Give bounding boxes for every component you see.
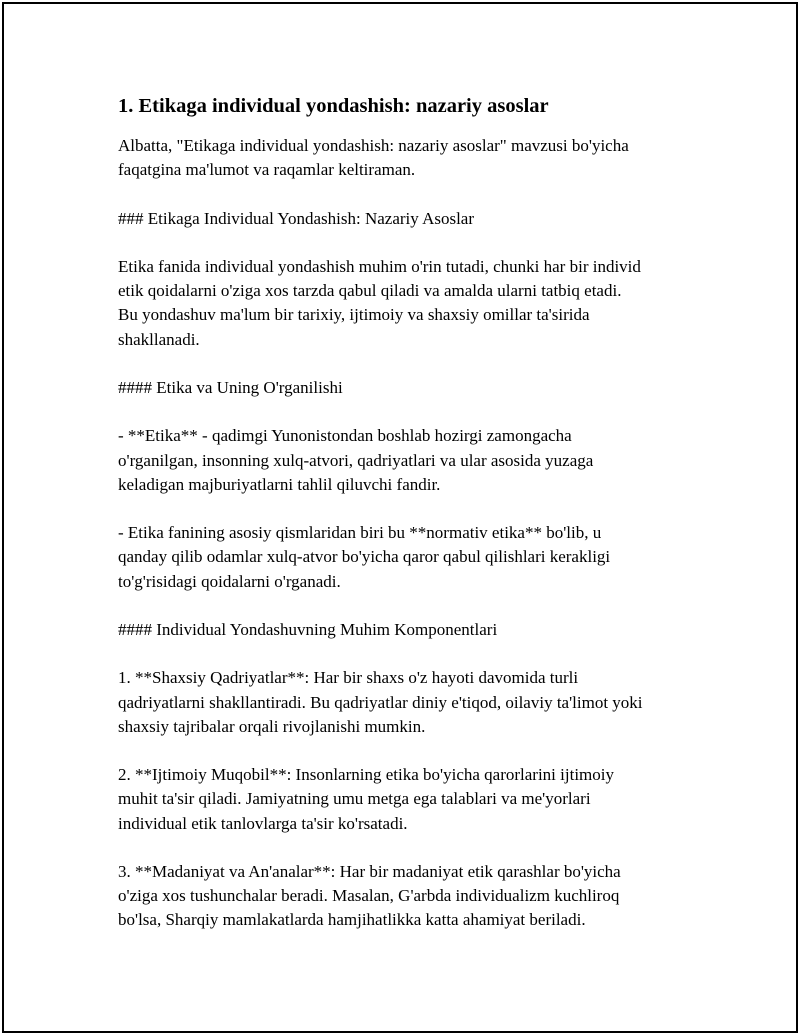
text-line: keladigan majburiyatlarni tahlil qiluvchi fandir. [118,474,441,494]
text-line: muhit ta'sir qiladi. Jamiyatning umu metga ega talablari va me'yorlari [118,789,591,809]
text-line: shaxsiy tajribalar orqali rivojlanishi mumkin. [118,716,426,736]
text-line: - **Etika** - qadimgi Yunonistondan boshlab hozirgi zamongacha [118,426,572,446]
paragraph [118,134,698,182]
text-line: bo'lsa, Sharqiy mamlakatlarda hamjihatlikka katta ahamiyat beriladi. [118,910,586,930]
text-line: individual etik tanlovlarga ta'sir ko'rsatadi. [118,813,408,833]
text-line: qadriyatlarni shakllantiradi. Bu qadriyatlar diniy e'tiqod, oilaviy ta'limot yoki [118,692,643,712]
text-line: Bu yondashuv ma'lum bir tarixiy, ijtimoiy va shaxsiy omillar ta'sirida [118,305,590,325]
document-title: 1. Etikaga individual yondashish: nazariy asoslar [118,95,549,117]
text-line: faqatgina ma'lumot va raqamlar keltiraman. [118,160,416,180]
text-line: 2. **Ijtimoiy Muqobil**: Insonlarning etika bo'yicha qarorlarini ijtimoiy [118,765,614,785]
text-line: qanday qilib odamlar xulq-atvor bo'yicha qaror qabul qilishlari kerakligi [118,547,611,567]
paragraph [118,860,698,933]
text-line: shakllanadi. [118,329,200,349]
text-line: o'ziga xos tushunchalar beradi. Masalan, G'arbda individualizm kuchliroq [118,886,620,906]
text-line: #### Individual Yondashuvning Muhim Komponentlari [118,619,498,639]
document-paragraphs [118,134,698,933]
paragraph [118,521,698,594]
paragraph [118,763,698,836]
paragraph [118,207,698,231]
text-line: 1. **Shaxsiy Qadriyatlar**: Har bir shaxs o'z hayoti davomida turli [118,668,579,688]
text-line: to'g'risidagi qoidalarni o'rganadi. [118,571,341,591]
text-line: Etika fanida individual yondashish muhim o'rin tutadi, chunki har bir individ [118,256,641,276]
text-line: - Etika fanining asosiy qismlaridan biri bu **normativ etika** bo'lib, u [118,523,602,543]
paragraph [118,376,698,400]
text-line: 3. **Madaniyat va An'analar**: Har bir madaniyat etik qarashlar bo'yicha [118,861,621,881]
paragraph [118,666,698,739]
paragraph [118,424,698,497]
paragraph [118,618,698,642]
text-line: o'rganilgan, insonning xulq-atvori, qadriyatlari va ular asosida yuzaga [118,450,594,470]
text-line: #### Etika va Uning O'rganilishi [118,377,343,397]
text-line: etik qoidalarni o'ziga xos tarzda qabul qiladi va amalda ularni tatbiq etadi. [118,281,622,301]
text-line: Albatta, "Etikaga individual yondashish: nazariy asoslar" mavzusi bo'yicha [118,136,629,155]
text-line: ### Etikaga Individual Yondashish: Nazariy Asoslar [118,208,475,228]
document-body [118,92,698,957]
paragraph [118,255,698,352]
